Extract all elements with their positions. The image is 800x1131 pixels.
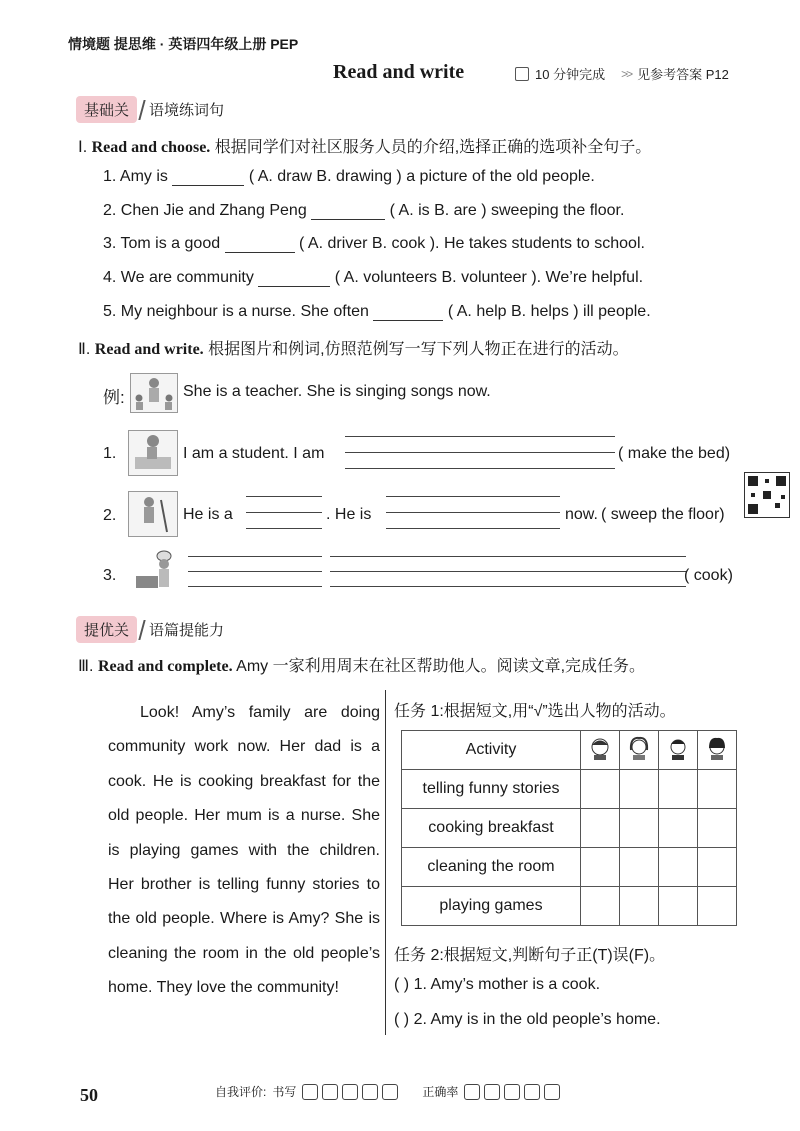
item-options: ( A. volunteers B. volunteer ). We’re helpful. xyxy=(334,269,644,286)
item-number: 1. xyxy=(413,976,427,993)
activity-table xyxy=(401,730,737,926)
brother-column xyxy=(659,731,698,770)
check-cell[interactable] xyxy=(581,770,620,809)
time-hint: 10 分钟完成 xyxy=(535,67,606,82)
thumb-icon[interactable] xyxy=(362,1084,378,1100)
item-options: ( A. help B. helps ) ill people. xyxy=(447,303,651,320)
thumb-icon[interactable] xyxy=(342,1084,358,1100)
thumb-icon[interactable] xyxy=(544,1084,560,1100)
writing-label: 书写 xyxy=(272,1085,297,1099)
write-item-2-text-c: now. xyxy=(565,506,598,523)
table-header-row xyxy=(402,731,737,770)
dad-face-icon xyxy=(589,736,611,760)
self-evaluation xyxy=(215,1083,564,1100)
item-number: 3. xyxy=(103,235,117,252)
item-options: ( A. driver B. cook ). He takes students to school. xyxy=(299,235,645,252)
make-bed-illustration xyxy=(128,430,178,476)
thumb-icon[interactable] xyxy=(322,1084,338,1100)
writing-line[interactable] xyxy=(345,452,615,453)
writing-rating[interactable] xyxy=(302,1084,402,1100)
section-1-heading xyxy=(78,134,651,157)
write-item-2-text-b: . He is xyxy=(326,506,372,523)
advanced-level-tag xyxy=(76,616,224,643)
brother-face-icon xyxy=(667,736,689,760)
check-cell[interactable] xyxy=(620,770,659,809)
writing-line[interactable] xyxy=(330,571,686,572)
thumb-icon[interactable] xyxy=(484,1084,500,1100)
qr-code-icon xyxy=(745,473,789,517)
item-text: My neighbour is a nurse. She often xyxy=(120,303,369,320)
writing-line[interactable] xyxy=(188,556,322,557)
check-cell[interactable] xyxy=(698,770,737,809)
answer-blank[interactable] xyxy=(373,306,443,321)
choose-item-5 xyxy=(103,303,651,321)
section-2-instruction: 根据图片和例词,仿照范例写一写下列人物正在进行的活动。 xyxy=(208,341,629,358)
activity-cell: telling funny stories xyxy=(402,770,581,809)
item-number: 1. xyxy=(103,168,117,185)
writing-line[interactable] xyxy=(330,556,686,557)
write-item-1-number: 1. xyxy=(103,445,117,462)
teacher-figure-icon xyxy=(131,374,177,412)
choose-item-2 xyxy=(103,202,624,220)
item-number: 2. xyxy=(413,1011,427,1028)
thumb-icon[interactable] xyxy=(382,1084,398,1100)
item-number: 2. xyxy=(103,202,117,219)
item-text: Amy is in the old people’s home. xyxy=(430,1011,661,1028)
activity-cell: cooking breakfast xyxy=(402,809,581,848)
passage-text: Look! Amy’s family are doing community work now. Her dad is a cook. He is cooking breakfast for the old people. Her mum is a nurse. She is playing games with the children. Her brother is telling funny stories to the old people. Where is Amy? She is cleaning the room in the old people’s home. They love the community! xyxy=(108,704,380,997)
write-item-1-hint: ( make the bed) xyxy=(618,445,731,462)
write-item-2-number: 2. xyxy=(103,507,117,524)
tf-item-2 xyxy=(394,1011,661,1029)
basic-subtitle: 语境练词句 xyxy=(149,102,225,119)
chef-figure-icon xyxy=(130,548,180,594)
activity-cell: cleaning the room xyxy=(402,848,581,887)
amy-column xyxy=(698,731,737,770)
bed-figure-icon xyxy=(129,431,177,475)
writing-line[interactable] xyxy=(246,512,322,513)
section-3-heading xyxy=(78,653,645,676)
basic-tag-label: 基础关 xyxy=(76,96,137,123)
reading-passage xyxy=(108,696,380,1006)
item-number: 4. xyxy=(103,269,117,286)
writing-line[interactable] xyxy=(246,496,322,497)
series-title: 情境题 提思维 · 英语四年级上册 PEP xyxy=(68,36,299,52)
check-cell[interactable] xyxy=(659,809,698,848)
writing-line[interactable] xyxy=(386,528,560,529)
section-3-instruction: Amy 一家利用周末在社区帮助他人。阅读文章,完成任务。 xyxy=(236,658,646,675)
check-cell[interactable] xyxy=(620,887,659,926)
writing-line[interactable] xyxy=(345,436,615,437)
section-2-title: Read and write. xyxy=(94,341,204,358)
writing-line[interactable] xyxy=(188,586,322,587)
table-row xyxy=(402,848,737,887)
answer-paren[interactable]: ( ) xyxy=(394,1011,410,1028)
column-divider xyxy=(385,690,386,1035)
item-text: We are community xyxy=(120,269,254,286)
item-text: Chen Jie and Zhang Peng xyxy=(120,202,307,219)
check-cell[interactable] xyxy=(659,770,698,809)
item-text: Amy is xyxy=(119,168,168,185)
table-row xyxy=(402,887,737,926)
thumb-icon[interactable] xyxy=(504,1084,520,1100)
item-options: ( A. is B. are ) sweeping the floor. xyxy=(389,202,625,219)
answer-paren[interactable]: ( ) xyxy=(394,976,410,993)
page-title: Read and write xyxy=(333,61,465,83)
answer-blank[interactable] xyxy=(311,205,385,220)
writing-line[interactable] xyxy=(345,468,615,469)
advanced-subtitle: 语篇提能力 xyxy=(149,622,225,639)
self-eval-label: 自我评价: xyxy=(215,1085,267,1099)
item-options: ( A. draw B. drawing ) a picture of the old people. xyxy=(248,168,595,185)
table-row xyxy=(402,809,737,848)
page-number: 50 xyxy=(80,1085,98,1105)
thumb-icon[interactable] xyxy=(524,1084,540,1100)
check-cell[interactable] xyxy=(581,848,620,887)
section-1-title: Read and choose. xyxy=(91,139,211,156)
choose-item-1 xyxy=(103,168,595,186)
writing-line[interactable] xyxy=(246,528,322,529)
example-sentence: She is a teacher. She is singing songs now. xyxy=(183,383,491,400)
time-info xyxy=(515,64,729,83)
writing-line[interactable] xyxy=(386,496,560,497)
advanced-tag-label: 提优关 xyxy=(76,616,137,643)
write-item-1-text: I am a student. I am xyxy=(183,445,325,462)
thumb-icon[interactable] xyxy=(302,1084,318,1100)
section-2-heading xyxy=(78,336,629,359)
activity-cell: playing games xyxy=(402,887,581,926)
answer-blank[interactable] xyxy=(225,238,295,253)
write-item-3-hint: ( cook) xyxy=(684,567,733,584)
choose-item-4 xyxy=(103,269,643,287)
check-cell[interactable] xyxy=(659,887,698,926)
writing-line[interactable] xyxy=(330,586,686,587)
answer-blank[interactable] xyxy=(172,171,244,186)
write-item-2-text-a: He is a xyxy=(183,506,233,523)
task-2-instruction: 任务 2:根据短文,判断句子正(T)误(F)。 xyxy=(394,947,666,964)
amy-face-icon xyxy=(706,736,728,760)
write-item-3-number: 3. xyxy=(103,567,117,584)
sweep-floor-illustration xyxy=(128,491,178,537)
mum-face-icon xyxy=(628,736,650,760)
section-1-numeral: Ⅰ. xyxy=(78,139,88,156)
basic-level-tag xyxy=(76,96,224,123)
check-cell[interactable] xyxy=(581,809,620,848)
accuracy-label: 正确率 xyxy=(422,1085,459,1099)
check-cell[interactable] xyxy=(698,887,737,926)
table-header-activity: Activity xyxy=(402,731,581,770)
tag-divider xyxy=(138,100,145,120)
thumb-icon[interactable] xyxy=(464,1084,480,1100)
check-cell[interactable] xyxy=(698,809,737,848)
table-row xyxy=(402,770,737,809)
check-cell[interactable] xyxy=(581,887,620,926)
section-2-numeral: Ⅱ. xyxy=(78,341,91,358)
answer-ref: 见参考答案 P12 xyxy=(637,67,729,82)
item-text: Tom is a good xyxy=(120,235,221,252)
check-cell[interactable] xyxy=(659,848,698,887)
write-item-2-hint: ( sweep the floor) xyxy=(601,506,725,523)
section-1-instruction: 根据同学们对社区服务人员的介绍,选择正确的选项补全句子。 xyxy=(214,139,652,156)
teacher-singing-illustration xyxy=(130,373,178,413)
writing-line[interactable] xyxy=(386,512,560,513)
accuracy-rating[interactable] xyxy=(464,1084,564,1100)
clock-icon xyxy=(515,67,529,81)
tag-divider xyxy=(138,620,145,640)
task-1-instruction: 任务 1:根据短文,用“√”选出人物的活动。 xyxy=(394,703,676,720)
section-3-title: Read and complete. xyxy=(97,658,233,675)
answer-blank[interactable] xyxy=(258,272,330,287)
dad-column xyxy=(581,731,620,770)
item-number: 5. xyxy=(103,303,117,320)
cook-illustration xyxy=(130,548,180,594)
double-chevron-icon: >> xyxy=(621,66,632,81)
broom-figure-icon xyxy=(129,492,177,536)
item-text: Amy’s mother is a cook. xyxy=(430,976,601,993)
qr-code[interactable] xyxy=(744,472,790,518)
check-cell[interactable] xyxy=(698,848,737,887)
tf-item-1 xyxy=(394,976,600,994)
section-3-numeral: Ⅲ. xyxy=(78,658,94,675)
check-cell[interactable] xyxy=(620,848,659,887)
writing-line[interactable] xyxy=(188,571,322,572)
example-label: 例: xyxy=(103,388,125,407)
mum-column xyxy=(620,731,659,770)
choose-item-3 xyxy=(103,235,645,253)
check-cell[interactable] xyxy=(620,809,659,848)
